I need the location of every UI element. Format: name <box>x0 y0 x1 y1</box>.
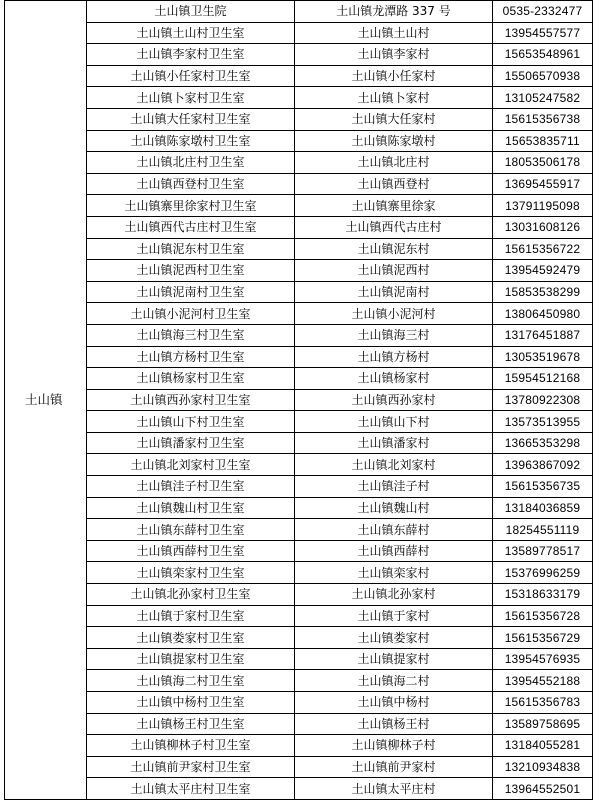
clinic-name-cell: 土山镇提家村卫生室 <box>87 648 295 670</box>
clinic-name-cell: 土山镇杨王村卫生室 <box>87 713 295 735</box>
table-row <box>5 670 593 692</box>
phone-cell: 15615356728 <box>493 605 593 627</box>
phone-cell: 18053506178 <box>493 152 593 174</box>
address-cell: 土山镇卜家村 <box>295 87 493 109</box>
address-cell: 土山镇泥东村 <box>295 238 493 260</box>
address-cell: 土山镇陈家墩村 <box>295 130 493 152</box>
clinic-name-cell: 土山镇洼子村卫生室 <box>87 476 295 498</box>
clinic-name-cell: 土山镇李家村卫生室 <box>87 44 295 66</box>
address-cell: 土山镇方杨村 <box>295 346 493 368</box>
phone-cell: 15318633179 <box>493 584 593 606</box>
address-cell: 土山镇小任家村 <box>295 65 493 87</box>
phone-cell: 13964552501 <box>493 778 593 800</box>
phone-cell: 15615356722 <box>493 238 593 260</box>
table-row <box>5 713 593 735</box>
address-cell: 土山镇栾家村 <box>295 562 493 584</box>
clinic-name-cell: 土山镇西薛村卫生室 <box>87 540 295 562</box>
table-row <box>5 627 593 649</box>
clinic-name-cell: 土山镇卜家村卫生室 <box>87 87 295 109</box>
clinic-name-cell: 土山镇西孙家村卫生室 <box>87 389 295 411</box>
phone-cell: 13210934838 <box>493 756 593 778</box>
table-row <box>5 108 593 130</box>
phone-cell: 15615356735 <box>493 476 593 498</box>
clinic-name-cell: 土山镇土山村卫生室 <box>87 22 295 44</box>
phone-cell: 13573513955 <box>493 411 593 433</box>
table-row <box>5 22 593 44</box>
address-cell: 土山镇北庄村 <box>295 152 493 174</box>
clinic-name-cell: 土山镇东薛村卫生室 <box>87 519 295 541</box>
table-row <box>5 44 593 66</box>
table-row <box>5 130 593 152</box>
address-cell: 土山镇西登村 <box>295 173 493 195</box>
table-row <box>5 389 593 411</box>
phone-cell: 13589758695 <box>493 713 593 735</box>
clinic-name-cell: 土山镇西代古庄村卫生室 <box>87 216 295 238</box>
phone-cell: 13665353298 <box>493 432 593 454</box>
phone-cell: 13184036859 <box>493 497 593 519</box>
table-row <box>5 605 593 627</box>
table-row <box>5 1 593 23</box>
phone-cell: 15506570938 <box>493 65 593 87</box>
table-row <box>5 281 593 303</box>
address-cell: 土山镇中杨村 <box>295 692 493 714</box>
clinic-name-cell: 土山镇于家村卫生室 <box>87 605 295 627</box>
table-row <box>5 735 593 757</box>
address-cell: 土山镇山下村 <box>295 411 493 433</box>
address-cell: 土山镇龙潭路 337 号 <box>295 1 493 23</box>
clinic-name-cell: 土山镇大任家村卫生室 <box>87 108 295 130</box>
table-row <box>5 260 593 282</box>
clinic-name-cell: 土山镇前尹家村卫生室 <box>87 756 295 778</box>
town-cell: 土山镇 <box>5 1 87 800</box>
phone-cell: 13031608126 <box>493 216 593 238</box>
address-cell: 土山镇小泥河村 <box>295 303 493 325</box>
clinic-name-cell: 土山镇海二村卫生室 <box>87 670 295 692</box>
clinic-name-cell: 土山镇海三村卫生室 <box>87 324 295 346</box>
phone-cell: 13184055281 <box>493 735 593 757</box>
clinic-name-cell: 土山镇卫生院 <box>87 1 295 23</box>
address-cell: 土山镇土山村 <box>295 22 493 44</box>
table-row <box>5 497 593 519</box>
phone-cell: 15615356783 <box>493 692 593 714</box>
clinic-name-cell: 土山镇北孙家村卫生室 <box>87 584 295 606</box>
clinic-name-cell: 土山镇寨里徐家村卫生室 <box>87 195 295 217</box>
table-row <box>5 87 593 109</box>
phone-cell: 13963867092 <box>493 454 593 476</box>
clinic-name-cell: 土山镇魏山村卫生室 <box>87 497 295 519</box>
address-cell: 土山镇杨王村 <box>295 713 493 735</box>
address-cell: 土山镇于家村 <box>295 605 493 627</box>
address-cell: 土山镇太平庄村 <box>295 778 493 800</box>
clinic-name-cell: 土山镇方杨村卫生室 <box>87 346 295 368</box>
address-cell: 土山镇前尹家村 <box>295 756 493 778</box>
table-row <box>5 648 593 670</box>
clinic-name-cell: 土山镇泥西村卫生室 <box>87 260 295 282</box>
phone-cell: 13806450980 <box>493 303 593 325</box>
clinic-name-cell: 土山镇栾家村卫生室 <box>87 562 295 584</box>
clinic-name-cell: 土山镇山下村卫生室 <box>87 411 295 433</box>
clinic-name-cell: 土山镇中杨村卫生室 <box>87 692 295 714</box>
table-row <box>5 173 593 195</box>
phone-cell: 13780922308 <box>493 389 593 411</box>
phone-cell: 15376996259 <box>493 562 593 584</box>
clinic-name-cell: 土山镇杨家村卫生室 <box>87 368 295 390</box>
table-row <box>5 476 593 498</box>
address-cell: 土山镇娄家村 <box>295 627 493 649</box>
table-row <box>5 368 593 390</box>
phone-cell: 13105247582 <box>493 87 593 109</box>
phone-cell: 13176451887 <box>493 324 593 346</box>
table-row <box>5 152 593 174</box>
clinic-name-cell: 土山镇北庄村卫生室 <box>87 152 295 174</box>
address-cell: 土山镇大任家村 <box>295 108 493 130</box>
table-row <box>5 324 593 346</box>
table-row <box>5 195 593 217</box>
address-cell: 土山镇北孙家村 <box>295 584 493 606</box>
table-row <box>5 519 593 541</box>
phone-cell: 13954557577 <box>493 22 593 44</box>
phone-cell: 15954512168 <box>493 368 593 390</box>
clinic-name-cell: 土山镇小泥河村卫生室 <box>87 303 295 325</box>
address-cell: 土山镇西孙家村 <box>295 389 493 411</box>
address-cell: 土山镇泥南村 <box>295 281 493 303</box>
table-row <box>5 692 593 714</box>
clinic-name-cell: 土山镇太平庄村卫生室 <box>87 778 295 800</box>
table-row <box>5 756 593 778</box>
table-row <box>5 411 593 433</box>
phone-cell: 13954592479 <box>493 260 593 282</box>
table-row <box>5 303 593 325</box>
phone-cell: 15653835711 <box>493 130 593 152</box>
phone-cell: 15853538299 <box>493 281 593 303</box>
address-cell: 土山镇潘家村 <box>295 432 493 454</box>
address-cell: 土山镇泥西村 <box>295 260 493 282</box>
address-cell: 土山镇提家村 <box>295 648 493 670</box>
phone-cell: 15615356729 <box>493 627 593 649</box>
clinic-name-cell: 土山镇柳林子村卫生室 <box>87 735 295 757</box>
address-cell: 土山镇柳林子村 <box>295 735 493 757</box>
address-cell: 土山镇海二村 <box>295 670 493 692</box>
table-row <box>5 562 593 584</box>
phone-cell: 13954552188 <box>493 670 593 692</box>
address-cell: 土山镇洼子村 <box>295 476 493 498</box>
address-cell: 土山镇李家村 <box>295 44 493 66</box>
phone-cell: 13053519678 <box>493 346 593 368</box>
table-row <box>5 238 593 260</box>
table-row <box>5 346 593 368</box>
clinic-name-cell: 土山镇潘家村卫生室 <box>87 432 295 454</box>
clinic-table <box>4 0 593 800</box>
table-row <box>5 65 593 87</box>
phone-cell: 13791195098 <box>493 195 593 217</box>
table-row <box>5 216 593 238</box>
phone-cell: 13954576935 <box>493 648 593 670</box>
clinic-name-cell: 土山镇小任家村卫生室 <box>87 65 295 87</box>
phone-cell: 15653548961 <box>493 44 593 66</box>
clinic-name-cell: 土山镇西登村卫生室 <box>87 173 295 195</box>
table-row <box>5 432 593 454</box>
phone-cell: 15615356738 <box>493 108 593 130</box>
phone-cell: 0535-2332477 <box>493 1 593 23</box>
phone-cell: 13589778517 <box>493 540 593 562</box>
clinic-table-body <box>5 1 593 800</box>
address-cell: 土山镇东薛村 <box>295 519 493 541</box>
clinic-name-cell: 土山镇陈家墩村卫生室 <box>87 130 295 152</box>
table-row <box>5 454 593 476</box>
address-cell: 土山镇西薛村 <box>295 540 493 562</box>
clinic-name-cell: 土山镇泥东村卫生室 <box>87 238 295 260</box>
table-row <box>5 778 593 800</box>
table-row <box>5 540 593 562</box>
clinic-name-cell: 土山镇北刘家村卫生室 <box>87 454 295 476</box>
address-cell: 土山镇杨家村 <box>295 368 493 390</box>
phone-cell: 18254551119 <box>493 519 593 541</box>
address-cell: 土山镇海三村 <box>295 324 493 346</box>
clinic-name-cell: 土山镇泥南村卫生室 <box>87 281 295 303</box>
address-cell: 土山镇魏山村 <box>295 497 493 519</box>
address-cell: 土山镇西代古庄村 <box>295 216 493 238</box>
clinic-name-cell: 土山镇娄家村卫生室 <box>87 627 295 649</box>
phone-cell: 13695455917 <box>493 173 593 195</box>
address-cell: 土山镇北刘家村 <box>295 454 493 476</box>
address-cell: 土山镇寨里徐家 <box>295 195 493 217</box>
table-row <box>5 584 593 606</box>
